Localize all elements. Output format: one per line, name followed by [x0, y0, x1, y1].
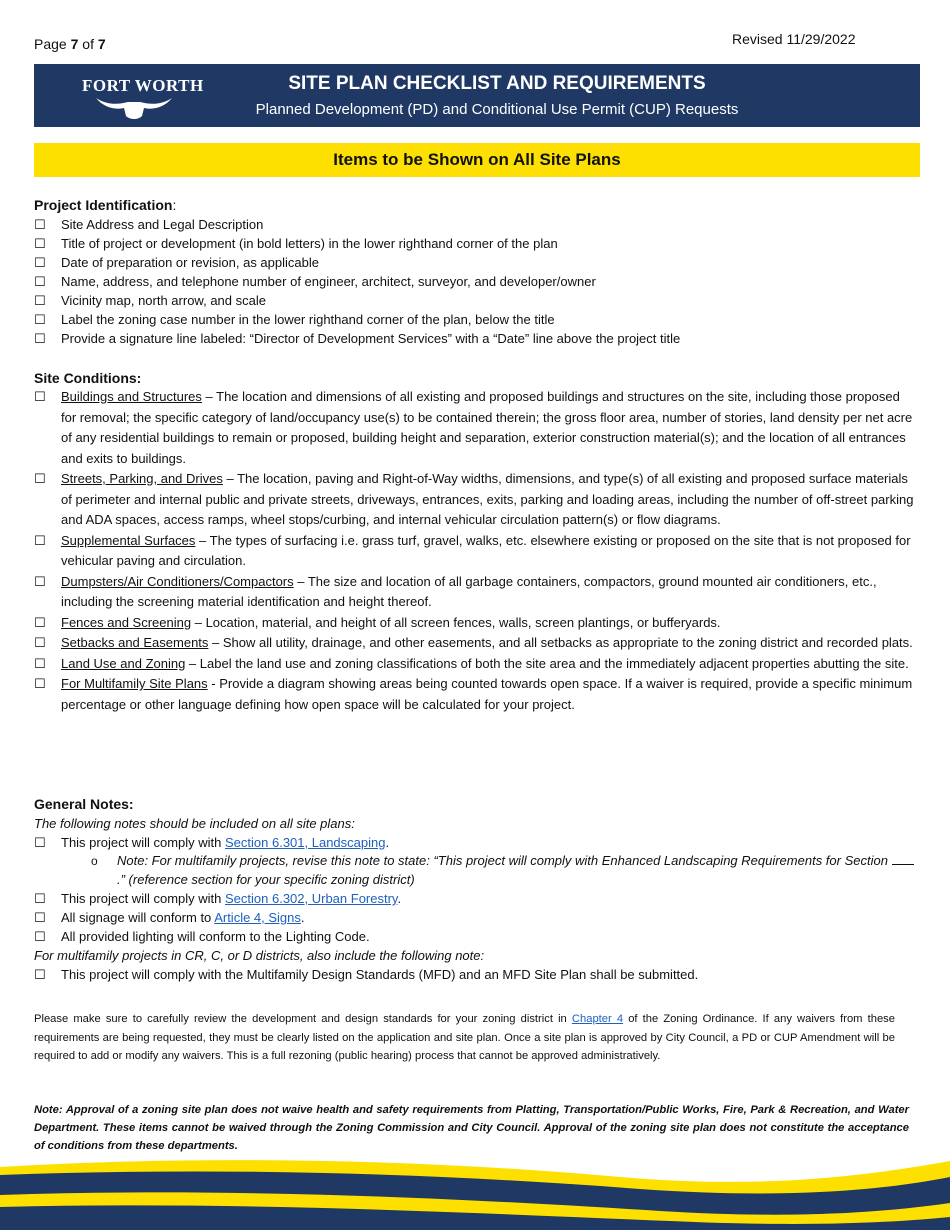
landscaping-link[interactable]: Section 6.301, Landscaping	[225, 835, 386, 850]
checklist-item: ☐ Setbacks and Easements – Show all utility, drainage, and other easements, and all setbacks as appropriate to the zoning district and recorded plats.	[34, 633, 914, 654]
checklist-item: ☐ This project will comply with Section 6.302, Urban Forestry.	[34, 891, 402, 906]
document-subtitle: Planned Development (PD) and Conditional Use Permit (CUP) Requests	[255, 101, 739, 118]
checklist-item: ☐ Date of preparation or revision, as applicable	[34, 255, 319, 270]
checkbox[interactable]: ☐	[34, 614, 46, 630]
project-identification-list	[34, 215, 914, 348]
section-heading-bar: Items to be Shown on All Site Plans	[34, 143, 920, 177]
checklist-item: ☐ Provide a signature line labeled: “Director of Development Services” with a “Date” line above the project title	[34, 331, 681, 346]
checkbox[interactable]: ☐	[34, 217, 46, 232]
title-banner	[34, 64, 920, 127]
general-notes-heading: General Notes:	[34, 796, 134, 812]
checkbox[interactable]: ☐	[34, 967, 46, 982]
checkbox[interactable]: ☐	[34, 929, 46, 944]
project-identification-heading: Project Identification:	[34, 197, 177, 213]
checklist-item: ☐ Buildings and Structures – The location and dimensions of all existing and proposed buildings and structures on the site, including those proposed for removal; the specific category of land/occupancy use(s) to be contained therein; the gross floor area, number of stories, land density per net acre of any residential buildings to remain or proposed, building height and separation, exterior construction material(s); and the location of all entrances and exits to buildings.	[34, 389, 913, 466]
general-notes-section	[34, 796, 914, 984]
checklist-item: ☐ Supplemental Surfaces – The types of surfacing i.e. grass turf, gravel, walks, etc. elsewhere existing or proposed on the site that is not proposed for vehicular paving and circulation.	[34, 532, 911, 568]
signs-link[interactable]: Article 4, Signs	[214, 910, 301, 925]
checklist-item: ☐ Dumpsters/Air Conditioners/Compactors – The size and location of all garbage containers, compactors, ground mounted air conditioners, etc., including the screening material identification and height thereof.	[34, 573, 877, 609]
site-conditions-section	[34, 370, 914, 715]
checklist-item: ☐ This project will comply with the Multifamily Design Standards (MFD) and an MFD Site Plan shall be submitted.	[34, 967, 699, 982]
site-conditions-heading: Site Conditions:	[34, 370, 142, 386]
checklist-item: ☐ For Multifamily Site Plans - Provide a diagram showing areas being counted towards open space. If a waiver is required, provide a specific minimum percentage or other language defining how open space will be calculated for your project.	[34, 676, 913, 712]
checkbox[interactable]: ☐	[34, 293, 46, 308]
checkbox[interactable]: ☐	[34, 331, 46, 346]
site-conditions-list	[34, 387, 914, 715]
multifamily-intro: For multifamily projects in CR, C, or D districts, also include the following note:	[34, 948, 485, 963]
chapter-4-link[interactable]: Chapter 4	[571, 1013, 624, 1025]
checkbox[interactable]: ☐	[34, 255, 46, 270]
checklist-item: ☐ Site Address and Legal Description	[34, 217, 264, 232]
checklist-item: ☐ Vicinity map, north arrow, and scale	[34, 293, 266, 308]
checkbox[interactable]: ☐	[34, 274, 46, 289]
checkbox[interactable]: ☐	[34, 532, 46, 548]
document-title: SITE PLAN CHECKLIST AND REQUIREMENTS	[288, 73, 706, 94]
general-notes-intro: The following notes should be included on all site plans:	[34, 816, 355, 831]
checklist-item: ☐ Name, address, and telephone number of engineer, architect, surveyor, and developer/owner	[34, 274, 596, 289]
checklist-item: ☐ Label the zoning case number in the lower righthand corner of the plan, below the title	[34, 312, 555, 327]
checkbox[interactable]: ☐	[34, 655, 46, 671]
checklist-item: ☐ All provided lighting will conform to the Lighting Code.	[34, 929, 370, 944]
review-paragraph: Please make sure to carefully review the development and design standards for your zoning district in Chapter 4 of the Zoning Ordinance. If any waivers from these requirements are being requested, they must be clearly listed on the application and site plan. Once a site plan is approved by City Council, a PD or CUP Amendment will be required to add or modify any waivers. This is a full rezoning (public hearing) process that cannot be approved administratively.	[34, 1013, 895, 1062]
closing-note: Note: Approval of a zoning site plan does not waive health and safety requirements from Platting, Transportation/Public Works, Fire, Park & Recreation, and Water Department. These items cannot be waived through the Zoning Commission and City Council. Approval of the zoning site plan does not constitute the acceptance of conditions from these departments.	[34, 1104, 909, 1152]
checklist-item: ☐ Title of project or development (in bold letters) in the lower righthand corner of the plan	[34, 236, 558, 251]
checkbox[interactable]: ☐	[34, 635, 46, 650]
checklist-item: ☐ All signage will conform to Article 4, Signs.	[34, 910, 305, 925]
checklist-item: ☐ Land Use and Zoning – Label the land use and zoning classifications of both the site area and the immediately adjacent properties abutting the site.	[34, 654, 914, 675]
project-identification-section	[34, 197, 914, 348]
checklist-item: ☐ Fences and Screening – Location, material, and height of all screen fences, walls, screen plantings, or bufferyards.	[34, 613, 914, 634]
checkbox[interactable]: ☐	[34, 891, 46, 906]
checkbox[interactable]: ☐	[34, 389, 46, 404]
checklist-item: ☐ This project will comply with Section 6.301, Landscaping.	[34, 835, 390, 850]
checkbox[interactable]: ☐	[34, 573, 46, 589]
checkbox[interactable]: ☐	[34, 236, 46, 251]
checkbox[interactable]: ☐	[34, 676, 46, 691]
fort-worth-logo: FORT WORTH	[80, 74, 188, 120]
urban-forestry-link[interactable]: Section 6.302, Urban Forestry	[225, 891, 398, 906]
blank-line	[892, 852, 914, 865]
multifamily-subnote: o Note: For multifamily projects, revise this note to state: “This project will comply with Enhanced Landscaping Requirements for Section .” (reference section for your specific zoning district)	[34, 852, 914, 889]
page-number: Page 7 of 7	[34, 36, 106, 52]
checkbox[interactable]: ☐	[34, 471, 46, 486]
footer-wave-decoration	[0, 1155, 950, 1230]
revised-date: Revised 11/29/2022	[732, 31, 856, 47]
checkbox[interactable]: ☐	[34, 910, 46, 925]
checklist-item: ☐ Streets, Parking, and Drives – The location, paving and Right-of-Way widths, dimensions, and type(s) of all existing and proposed surface materials of perimeter and internal public and private streets, driveways, entrances, exits, parking and loading areas, including the number of off-street parking and ADA spaces, access ramps, wheel stops/curbing, and internal vehicular circulation pattern(s) or flow diagrams.	[34, 471, 914, 527]
checkbox[interactable]: ☐	[34, 312, 46, 327]
checkbox[interactable]: ☐	[34, 835, 46, 850]
